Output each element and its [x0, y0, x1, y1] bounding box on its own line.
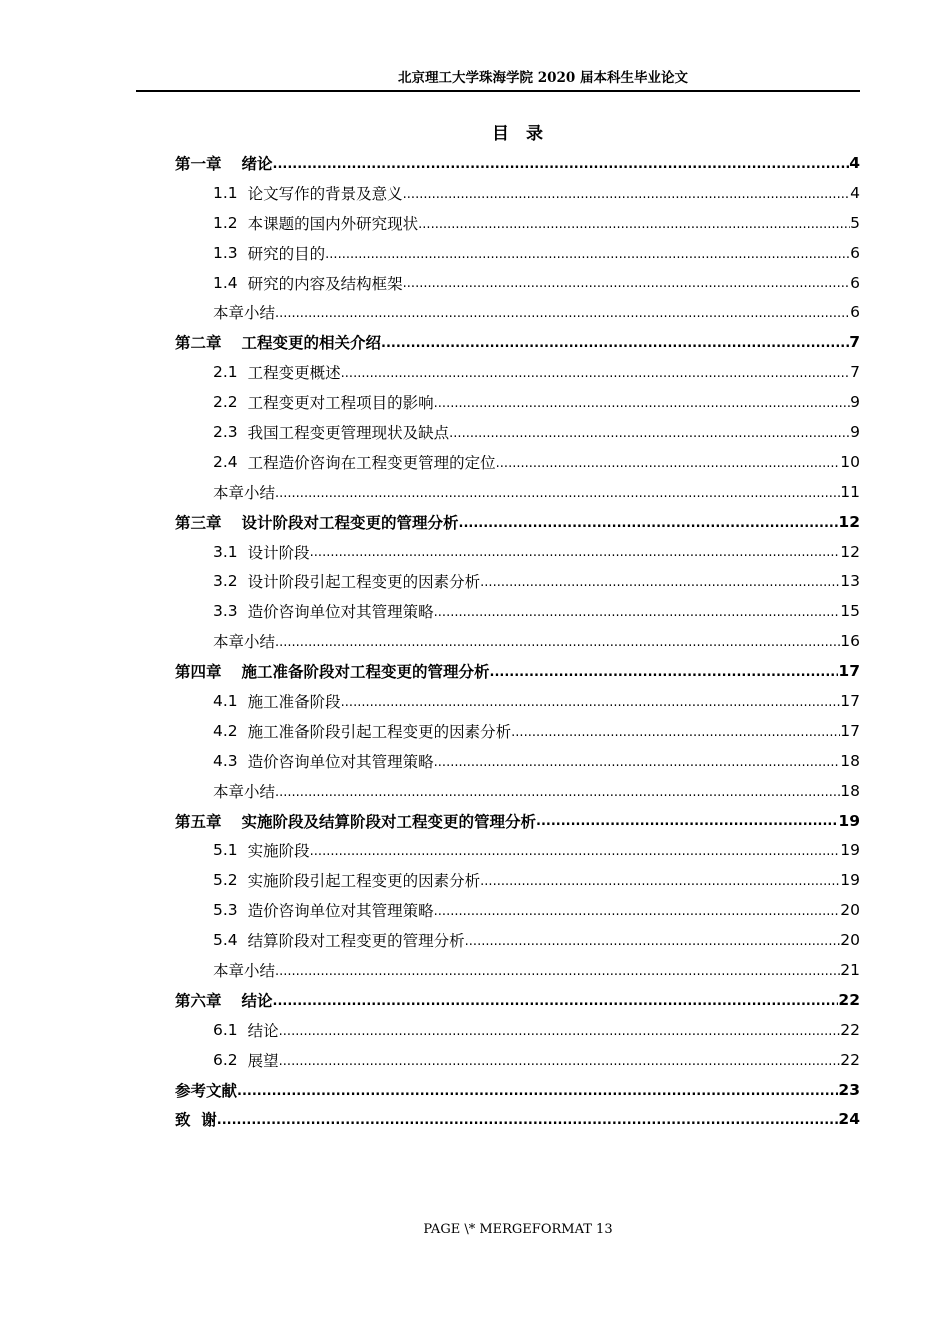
- toc-page-number: 10: [840, 452, 860, 471]
- toc-dot-leader: [403, 268, 850, 298]
- toc-section-entry[interactable]: [175, 865, 860, 895]
- toc-section-entry[interactable]: [175, 895, 860, 925]
- toc-page-number: 17: [840, 721, 860, 740]
- toc-chapter-entry[interactable]: [175, 148, 860, 178]
- toc-section-entry[interactable]: [175, 596, 860, 626]
- toc-entry-title: 工程变更的相关介绍: [241, 334, 382, 353]
- toc-entry-title: 本章小结: [213, 961, 276, 980]
- toc-entry-title: 绪论: [241, 154, 273, 173]
- toc-section-entry[interactable]: [175, 208, 860, 238]
- toc-dot-leader: [273, 985, 839, 1015]
- footer-text: PAGE \* MERGEFORMAT 13: [423, 1222, 613, 1237]
- toc-entry-title: 我国工程变更管理现状及缺点: [247, 423, 450, 442]
- toc-section-entry[interactable]: [175, 357, 860, 387]
- toc-entry-title: 施工准备阶段: [247, 692, 341, 711]
- toc-entry-title: 研究的目的: [247, 244, 326, 263]
- page-footer: [0, 1222, 950, 1237]
- toc-entry-title: 造价咨询单位对其管理策略: [247, 752, 434, 771]
- toc-section-entry[interactable]: [175, 238, 860, 268]
- toc-entry-number: 1.4: [213, 273, 238, 292]
- toc-entry-title: 研究的内容及结构框架: [247, 274, 403, 293]
- toc-entry-title: 造价咨询单位对其管理策略: [247, 603, 434, 622]
- toc-page-number: 7: [850, 363, 860, 382]
- toc-page-number: 12: [840, 542, 860, 561]
- toc-dot-leader: [275, 477, 840, 507]
- toc-entry-title: 致 谢: [175, 1111, 217, 1130]
- toc-dot-leader: [434, 387, 850, 417]
- toc-entry-number: 第一章: [175, 154, 222, 173]
- toc-page-number: 13: [840, 572, 860, 591]
- toc-page-number: 15: [840, 602, 860, 621]
- toc-entry-title: 参考文献: [175, 1081, 238, 1100]
- toc-entry-number: 1.3: [213, 243, 238, 262]
- toc-section-entry[interactable]: [175, 835, 860, 865]
- toc-chapter-entry[interactable]: [175, 1075, 860, 1105]
- toc-entry-number: 第六章: [175, 991, 222, 1010]
- toc-dot-leader: [279, 1015, 841, 1045]
- toc-entry-title: 本章小结: [213, 782, 276, 801]
- toc-dot-leader: [465, 925, 841, 955]
- toc-section-entry[interactable]: [175, 925, 860, 955]
- toc-dot-leader: [381, 327, 849, 357]
- toc-dot-leader: [325, 238, 850, 268]
- toc-entry-number: 第三章: [175, 513, 222, 532]
- toc-dot-leader: [449, 417, 850, 447]
- toc-dot-leader: [341, 357, 850, 387]
- toc-page-number: 19: [840, 871, 860, 890]
- toc-section-entry[interactable]: [175, 447, 860, 477]
- toc-entry-number: 4.3: [213, 751, 238, 770]
- toc-entry-title: 实施阶段及结算阶段对工程变更的管理分析: [241, 812, 537, 831]
- toc-entry-number: 1.1: [213, 183, 238, 202]
- toc-section-entry[interactable]: [175, 387, 860, 417]
- toc-page-number: 22: [838, 990, 860, 1009]
- toc-section-entry[interactable]: [175, 746, 860, 776]
- toc-section-entry[interactable]: [175, 477, 860, 507]
- toc-entry-title: 实施阶段引起工程变更的因素分析: [247, 872, 481, 891]
- toc-page-number: 9: [850, 393, 860, 412]
- toc-page-number: 20: [840, 901, 860, 920]
- toc-page-number: 6: [850, 303, 860, 322]
- toc-entry-number: 第四章: [175, 663, 222, 682]
- toc-entry-title: 本课题的国内外研究现状: [247, 214, 419, 233]
- toc-section-entry[interactable]: [175, 626, 860, 656]
- toc-dot-leader: [434, 895, 841, 925]
- toc-chapter-entry[interactable]: [175, 327, 860, 357]
- toc-dot-leader: [237, 1075, 838, 1105]
- toc-entry-title: 设计阶段对工程变更的管理分析: [241, 513, 459, 532]
- toc-page-number: 17: [838, 662, 860, 681]
- toc-section-entry[interactable]: [175, 1015, 860, 1045]
- toc-section-entry[interactable]: [175, 417, 860, 447]
- toc-entry-title: 施工准备阶段对工程变更的管理分析: [241, 663, 490, 682]
- toc-page-number: 16: [840, 632, 860, 651]
- toc-dot-leader: [310, 835, 841, 865]
- toc-entry-number: 4.2: [213, 721, 238, 740]
- toc-entry-title: 结算阶段对工程变更的管理分析: [247, 932, 465, 951]
- toc-page-number: 4: [849, 153, 860, 172]
- toc-dot-leader: [418, 208, 850, 238]
- toc-section-entry[interactable]: [175, 566, 860, 596]
- toc-entry-number: 3.3: [213, 602, 238, 621]
- toc-dot-leader: [434, 746, 841, 776]
- toc-chapter-entry[interactable]: [175, 806, 860, 836]
- toc-title-part1: 目: [492, 124, 510, 144]
- toc-entry-number: 5.3: [213, 901, 238, 920]
- page-header: [136, 66, 860, 92]
- toc-page-number: 19: [838, 811, 860, 830]
- toc-section-entry[interactable]: [175, 268, 860, 298]
- toc-dot-leader: [403, 178, 850, 208]
- toc-entry-title: 造价咨询单位对其管理策略: [247, 902, 434, 921]
- toc-entry-number: 4.1: [213, 691, 238, 710]
- toc-dot-leader: [490, 656, 839, 686]
- toc-dot-leader: [480, 865, 840, 895]
- toc-page-number: 18: [840, 781, 860, 800]
- toc-page-number: 21: [840, 960, 860, 979]
- toc-dot-leader: [275, 776, 840, 806]
- toc-entry-title: 结论: [241, 991, 273, 1010]
- toc-section-entry[interactable]: [175, 178, 860, 208]
- toc-dot-leader: [434, 596, 841, 626]
- toc-entry-number: 1.2: [213, 213, 238, 232]
- toc-page-number: 24: [838, 1110, 860, 1129]
- toc-page-number: 22: [840, 1020, 860, 1039]
- toc-page-number: 19: [840, 841, 860, 860]
- toc-entry-number: 6.2: [213, 1050, 238, 1069]
- toc-page-number: 17: [840, 691, 860, 710]
- toc-page-number: 23: [838, 1080, 860, 1099]
- toc-section-entry[interactable]: [175, 955, 860, 985]
- toc-page-number: 11: [840, 482, 860, 501]
- toc-section-entry[interactable]: [175, 776, 860, 806]
- toc-entry-number: 2.2: [213, 393, 238, 412]
- toc-dot-leader: [275, 297, 850, 327]
- toc-entry-title: 工程变更概述: [247, 364, 341, 383]
- toc-page-number: 20: [840, 931, 860, 950]
- toc-page-number: 9: [850, 422, 860, 441]
- toc-dot-leader: [341, 686, 841, 716]
- toc-entry-title: 工程造价咨询在工程变更管理的定位: [247, 453, 496, 472]
- toc-title: [0, 122, 950, 146]
- toc-page-number: 4: [850, 183, 860, 202]
- toc-dot-leader: [511, 716, 840, 746]
- toc-entry-number: 3.2: [213, 572, 238, 591]
- toc-dot-leader: [275, 626, 840, 656]
- toc-chapter-entry[interactable]: [175, 985, 860, 1015]
- toc-dot-leader: [273, 148, 850, 178]
- toc-section-entry[interactable]: [175, 1045, 860, 1075]
- toc-page-number: 12: [838, 512, 860, 531]
- toc-section-entry[interactable]: [175, 537, 860, 567]
- toc-entry-number: 2.1: [213, 363, 238, 382]
- toc-page-number: 6: [850, 243, 860, 262]
- toc-title-part2: 录: [526, 124, 544, 144]
- toc-page-number: 7: [849, 333, 860, 352]
- toc-entry-title: 本章小结: [213, 483, 276, 502]
- toc-section-entry[interactable]: [175, 686, 860, 716]
- toc-entry-title: 本章小结: [213, 304, 276, 323]
- toc-entry-number: 3.1: [213, 542, 238, 561]
- toc-entry-number: 5.2: [213, 871, 238, 890]
- toc-section-entry[interactable]: [175, 716, 860, 746]
- toc-entry-number: 2.4: [213, 452, 238, 471]
- toc-dot-leader: [275, 955, 840, 985]
- header-text: 北京理工大学珠海学院 2020 届本科生毕业论文: [398, 70, 688, 86]
- toc-entry-title: 结论: [247, 1021, 279, 1040]
- toc-chapter-entry[interactable]: [175, 1105, 860, 1135]
- toc-page-number: 5: [850, 213, 860, 232]
- toc-entry-title: 设计阶段: [247, 543, 310, 562]
- toc-chapter-entry[interactable]: [175, 507, 860, 537]
- toc-dot-leader: [217, 1105, 839, 1135]
- toc-dot-leader: [459, 507, 839, 537]
- toc-dot-leader: [480, 566, 840, 596]
- toc-entry-title: 设计阶段引起工程变更的因素分析: [247, 573, 481, 592]
- toc-entry-number: 5.1: [213, 841, 238, 860]
- toc-entry-title: 工程变更对工程项目的影响: [247, 394, 434, 413]
- toc-page-number: 6: [850, 273, 860, 292]
- toc-section-entry[interactable]: [175, 297, 860, 327]
- toc-entry-title: 论文写作的背景及意义: [247, 184, 403, 203]
- toc-entry-title: 本章小结: [213, 633, 276, 652]
- toc-entry-title: 展望: [247, 1051, 279, 1070]
- toc-entry-number: 5.4: [213, 931, 238, 950]
- toc-entry-title: 实施阶段: [247, 842, 310, 861]
- toc-dot-leader: [279, 1045, 841, 1075]
- toc-entry-number: 2.3: [213, 422, 238, 441]
- toc-dot-leader: [310, 537, 841, 567]
- toc-entry-number: 6.1: [213, 1020, 238, 1039]
- toc-entry-number: 第五章: [175, 812, 222, 831]
- toc-page-number: 22: [840, 1050, 860, 1069]
- toc-chapter-entry[interactable]: [175, 656, 860, 686]
- toc-dot-leader: [496, 447, 841, 477]
- toc-dot-leader: [536, 806, 838, 836]
- toc-entry-number: 第二章: [175, 334, 222, 353]
- toc-page-number: 18: [840, 751, 860, 770]
- toc-entry-title: 施工准备阶段引起工程变更的因素分析: [247, 722, 512, 741]
- table-of-contents: [175, 148, 860, 1134]
